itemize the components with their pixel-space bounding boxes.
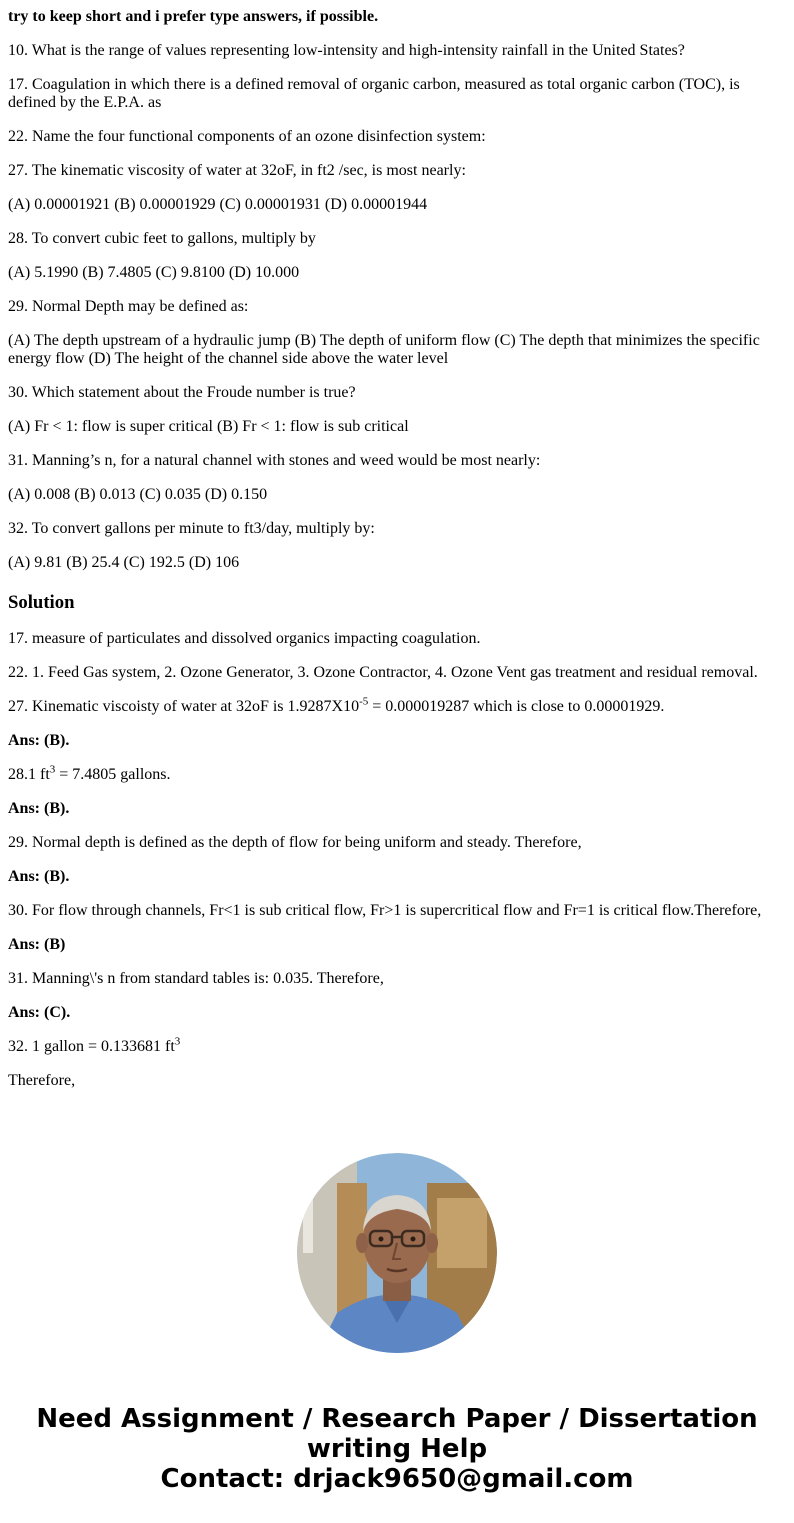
solution-22: 22. 1. Feed Gas system, 2. Ozone Generator, 3. Ozone Contractor, 4. Ozone Vent gas treatment and residual removal. (8, 664, 758, 681)
solution-29: 29. Normal depth is defined as the depth of flow for being uniform and steady. Therefore, (8, 834, 582, 851)
question-27: 27. The kinematic viscosity of water at 32oF, in ft2 /sec, is most nearly: (8, 162, 466, 179)
question-17: 17. Coagulation in which there is a defined removal of organic carbon, measured as total organic carbon (TOC), is defined by the E.P.A. as (8, 76, 740, 111)
answer-30: Ans: (B) (8, 936, 66, 953)
contact-banner-line-1: Need Assignment / Research Paper / Dissertation (36, 1404, 758, 1434)
contact-banner (0, 1404, 794, 1494)
question-10: 10. What is the range of values representing low-intensity and high-intensity rainfall in the United States? (8, 42, 685, 59)
solution-27-text-end: = 0.000019287 which is close to 0.00001929. (368, 698, 665, 715)
answer-29: Ans: (B). (8, 868, 70, 885)
question-31-options: (A) 0.008 (B) 0.013 (C) 0.035 (D) 0.150 (8, 486, 268, 503)
question-28: 28. To convert cubic feet to gallons, multiply by (8, 230, 316, 247)
question-32: 32. To convert gallons per minute to ft3/day, multiply by: (8, 520, 375, 537)
solution-28 (8, 763, 786, 784)
solution-28-exponent: 3 (49, 763, 56, 776)
solution-27-text: 27. Kinematic viscoisty of water at 32oF is 1.9287X10 (8, 698, 360, 715)
solution-17: 17. measure of particulates and dissolved organics impacting coagulation. (8, 630, 481, 647)
solution-28-text: 28.1 ft (8, 766, 50, 783)
question-30-options: (A) Fr < 1: flow is super critical (B) Fr < 1: flow is sub critical (8, 418, 409, 435)
solution-27-exponent: -5 (359, 695, 369, 708)
question-intro: try to keep short and i prefer type answers, if possible. (8, 8, 379, 25)
solution-31: 31. Manning\'s n from standard tables is: 0.035. Therefore, (8, 970, 384, 987)
contact-banner-line-2: writing Help (306, 1434, 488, 1464)
author-photo (297, 1153, 497, 1353)
question-28-options: (A) 5.1990 (B) 7.4805 (C) 9.8100 (D) 10.000 (8, 264, 300, 281)
question-27-options: (A) 0.00001921 (B) 0.00001929 (C) 0.00001931 (D) 0.00001944 (8, 196, 428, 213)
solution-32-text: 32. 1 gallon = 0.133681 ft (8, 1038, 175, 1055)
answer-28: Ans: (B). (8, 800, 70, 817)
question-30: 30. Which statement about the Froude number is true? (8, 384, 356, 401)
answer-31: Ans: (C). (8, 1004, 71, 1021)
solution-32 (8, 1035, 786, 1056)
question-29: 29. Normal Depth may be defined as: (8, 298, 249, 315)
question-29-options: (A) The depth upstream of a hydraulic jump (B) The depth of uniform flow (C) The depth that minimizes the specific energy flow (D) The height of the channel side above the water level (8, 332, 760, 367)
question-32-options: (A) 9.81 (B) 25.4 (C) 192.5 (D) 106 (8, 554, 240, 571)
answer-27: Ans: (B). (8, 732, 70, 749)
question-31: 31. Manning’s n, for a natural channel with stones and weed would be most nearly: (8, 452, 541, 469)
solution-28-text-end: = 7.4805 gallons. (55, 766, 171, 783)
author-portrait-image (297, 1153, 497, 1353)
solution-30: 30. For flow through channels, Fr<1 is sub critical flow, Fr>1 is supercritical flow and Fr=1 is critical flow.Therefore, (8, 902, 762, 919)
question-22: 22. Name the four functional components of an ozone disinfection system: (8, 128, 486, 145)
solution-27 (8, 695, 786, 716)
solution-heading: Solution (8, 592, 75, 613)
contact-email: Contact: drjack9650@gmail.com (160, 1464, 634, 1494)
solution-therefore: Therefore, (8, 1072, 76, 1089)
solution-32-exponent: 3 (174, 1035, 181, 1048)
